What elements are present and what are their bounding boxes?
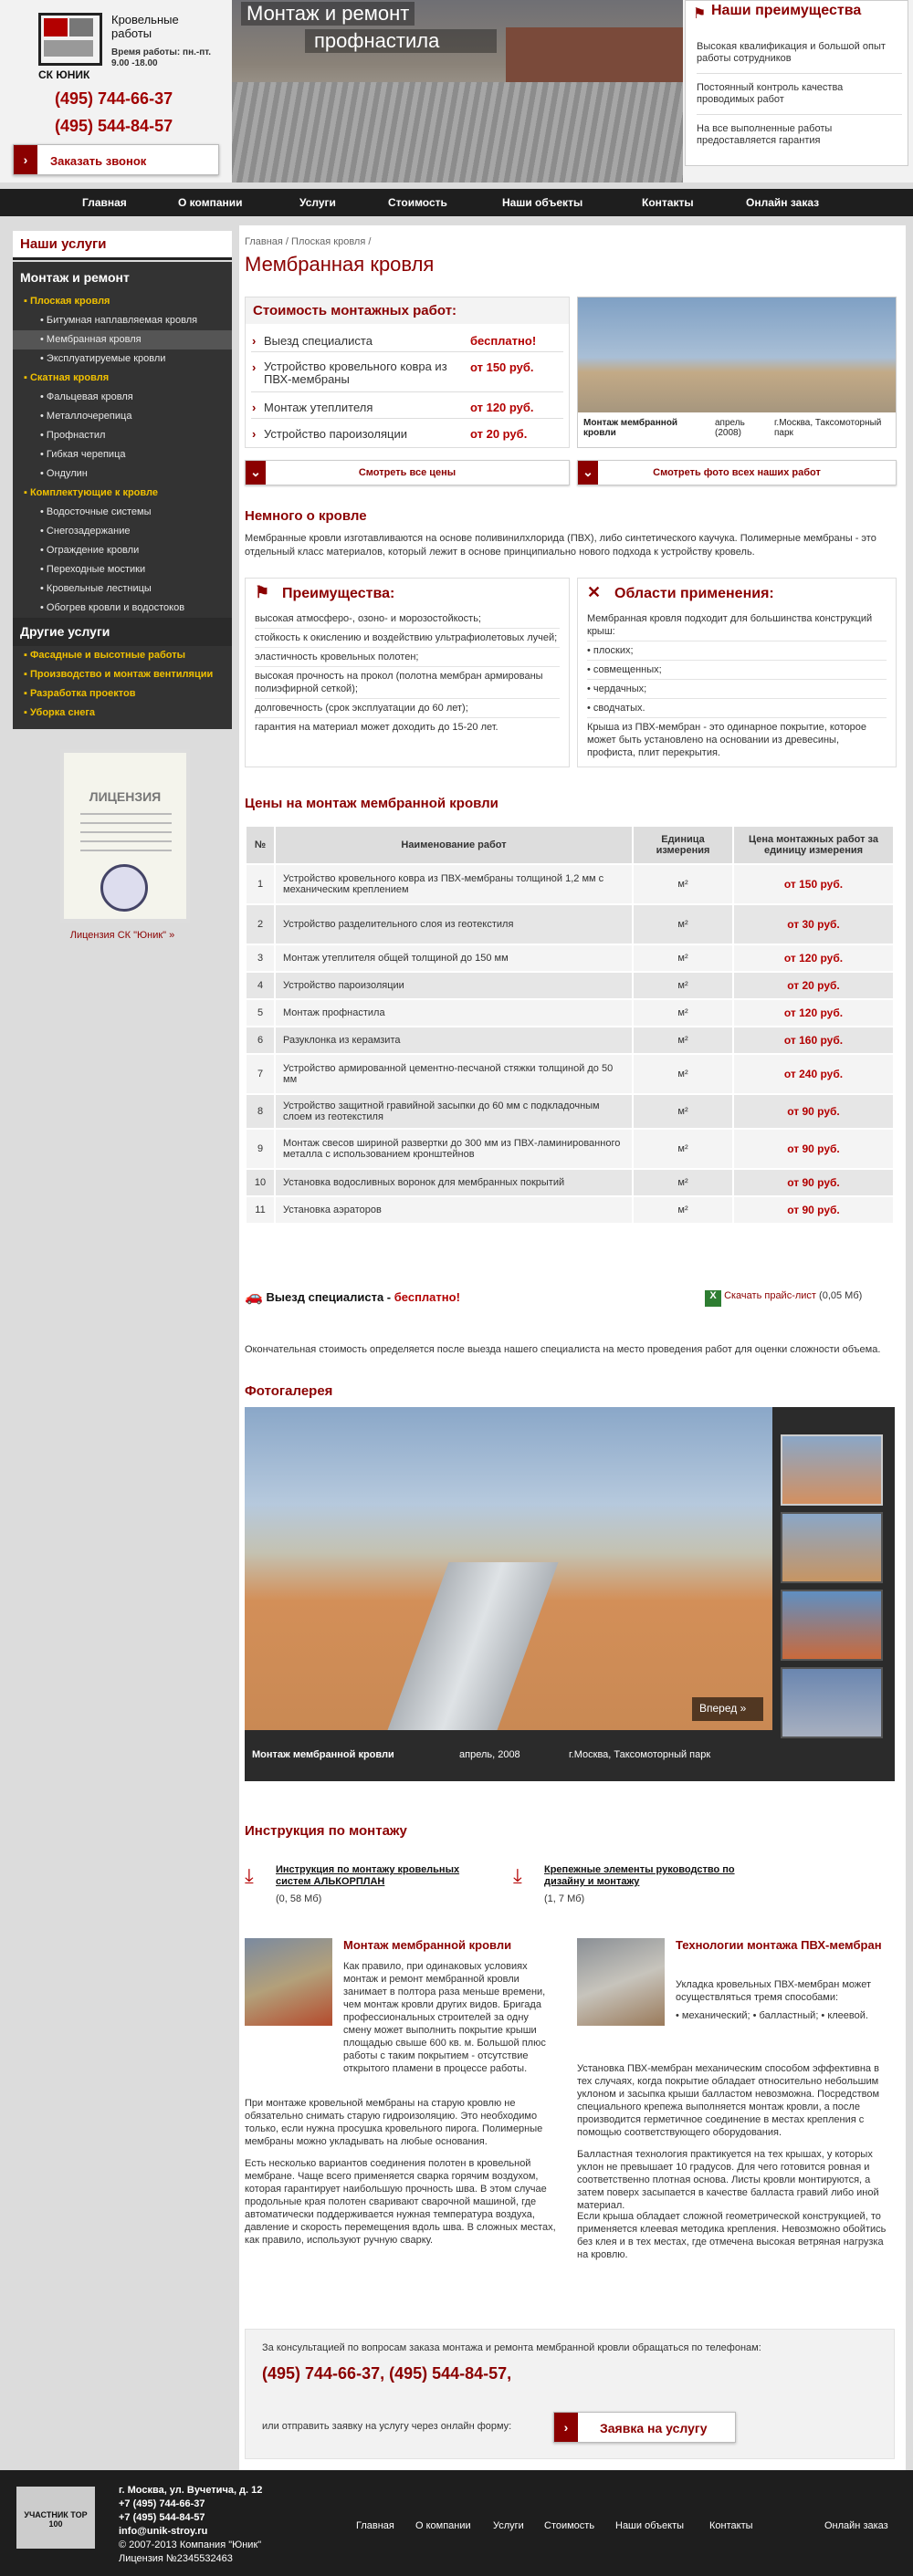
article-text: Если крыша обладает сложной геометрической конструкцией, то применяется клеевая методика крепления. Невозможно обойтись без клея и в тех местах, где отмечена высокая ветряная нагрузка на кровлю. [577,2211,887,2260]
hero-subtitle: профнастила [305,29,497,53]
table-cell: от 160 руб. [733,1027,894,1054]
table-cell: м² [633,1129,733,1169]
footer-link[interactable]: Онлайн заказ [824,2520,888,2531]
sidebar-title: Наши услуги [13,231,232,260]
footer-link[interactable]: Главная [356,2520,394,2531]
article-installation [245,1938,560,2303]
services-menu [13,262,232,729]
prices-title: Цены на монтаж мембранной кровли [245,796,498,811]
photo-place: г.Москва, Таксомоторный парк [774,418,882,438]
menu-item[interactable]: • Профнастил [40,430,106,441]
table-cell: 2 [246,904,275,944]
footer-link[interactable]: Услуги [493,2520,524,2531]
gallery-next-button[interactable]: Вперед » [692,1697,763,1721]
article-title: Технологии монтажа ПВХ-мембран [676,1938,882,1952]
table-cell: от 120 руб. [733,999,894,1027]
table-header: № [246,826,275,864]
table-cell: 6 [246,1027,275,1054]
table-cell: м² [633,1196,733,1224]
advantages-title: Наши преимущества [711,3,862,18]
menu-item[interactable]: • Битумная наплавляемая кровля [40,315,198,326]
menu-item[interactable]: • Обогрев кровли и водостоков [40,602,185,613]
nav-services[interactable]: Услуги [299,196,336,209]
footer-address: г. Москва, ул. Вучетича, д. 12 +7 (495) 744-66-37 +7 (495) 544-84-57 info@unik-stroy.ru © 2007-2013 Компания "Юник" Лицензия №2345532463 [119,2485,263,2564]
menu-item[interactable]: • Гибкая черепица [40,449,126,460]
nav-pricing[interactable]: Стоимость [388,196,447,209]
table-cell: от 90 руб. [733,1094,894,1129]
app-item: • чердачных; [587,680,887,699]
arrow-right-icon: › [554,2413,578,2442]
adv-item: долговечность (срок эксплуатации до 60 лет); [255,699,560,718]
advantage-item: На все выполненные работы предоставляется гарантия [697,123,833,146]
gallery-date: апрель, 2008 [459,1749,520,1760]
table-cell: 4 [246,972,275,999]
license-image[interactable]: ЛИЦЕНЗИЯ [60,749,190,923]
article-text: Балластная технология практикуется на тех крышах, у которых уклон не превышает 10 градусов. Для чего готовится ровная и соответственно плотная основа. Листы кровли монтируются, а затем поверх засыпается в качестве балласта гравий либо иной материал. [577,2149,879,2211]
pdf-icon: ⤓ [513,1864,522,1887]
gallery-thumb[interactable] [781,1512,883,1583]
flag-icon: ⚑ [693,6,707,22]
menu-item[interactable]: • Ограждение кровли [40,545,140,556]
tools-icon: ✕ [587,583,602,601]
advantage-item: Высокая квалификация и большой опыт работы сотрудников [697,41,902,74]
page-title: Мембранная кровля [245,253,435,276]
table-cell: м² [633,1054,733,1094]
article-text: Установка ПВХ-мембран механическим способом эффективна в тех случаях, когда покрытие обладает относительно небольшим уклоном и засыпка крыши балластом невозможна. Посредством специального крепежа выполняется монтаж кровли, а после производится герметичное соединение в местах крепления с помощью соответствующего оборудования. [577,2063,880,2138]
photo-gallery [245,1407,895,1781]
logo-name: СК ЮНИК [38,68,90,81]
table-cell: Монтаж утеплителя общей толщиной до 150 мм [275,944,633,972]
menu-item[interactable]: • Снегозадержание [40,526,131,537]
menu-other-item[interactable]: ▪ Разработка проектов [24,688,136,699]
gallery-main-photo[interactable] [245,1407,772,1730]
nav-home[interactable]: Главная [82,196,127,209]
menu-group-title: Монтаж и ремонт [20,270,130,285]
excel-icon: X [705,1290,721,1307]
table-cell: от 240 руб. [733,1054,894,1094]
menu-components[interactable]: ▪ Комплектующие к кровле [24,487,158,498]
phone-1: (495) 744-66-37 [55,89,173,108]
article-text: Укладка кровельных ПВХ-мембран может осуществляться тремя способами: [676,1979,872,2003]
menu-other-item[interactable]: ▪ Уборка снега [24,707,96,718]
cost-row: › Монтаж утеплителя от 120 руб. [251,398,563,419]
menu-item[interactable]: • Водосточные системы [40,506,152,517]
nav-contacts[interactable]: Контакты [642,196,694,209]
table-cell: 5 [246,999,275,1027]
table-cell: 7 [246,1054,275,1094]
adv-item: эластичность кровельных полотен; [255,648,560,667]
table-row [246,904,894,944]
article-text: При монтаже кровельной мембраны на старую кровлю не обязательно снимать старую гидроизоляцию. Это необходимо только, если нужна просушка кровельного пирога. Полимерные мембраны можно укладывать на любые основания. [245,2098,543,2147]
cta-form-text: или отправить заявку на услугу через онлайн форму: [262,2421,512,2432]
adv-item: высокая атмосферо-, озоно- и морозостойкость; [255,610,560,629]
footer-email[interactable]: info@unik-stroy.ru [119,2526,208,2537]
final-note: Окончательная стоимость определяется после выезда нашего специалиста на место проведения работ для оценки сложности объема. [245,1344,881,1355]
menu-item[interactable]: • Фальцевая кровля [40,391,133,402]
app-item: • совмещенных; [587,661,887,680]
adv-item: стойкость к окислению и воздействию ультрафиолетовых лучей; [255,629,560,648]
table-row [246,1027,894,1054]
view-photos-button[interactable]: ⌄ Смотреть фото всех наших работ [577,460,897,485]
table-cell: м² [633,972,733,999]
nav-objects[interactable]: Наши объекты [502,196,583,209]
gallery-thumb[interactable] [781,1434,883,1506]
table-cell: от 90 руб. [733,1196,894,1224]
footer-link[interactable]: О компании [415,2520,471,2531]
cost-panel [245,297,570,448]
app-item: • сводчатых. [587,699,887,718]
stamp-icon [100,864,148,912]
chevron-down-icon: ⌄ [578,461,598,485]
car-icon: 🚗 [245,1289,263,1305]
table-cell: от 90 руб. [733,1129,894,1169]
table-cell: 11 [246,1196,275,1224]
table-cell: от 150 руб. [733,864,894,904]
table-cell: Устройство армированной цементно-песчаной стяжки толщиной до 50 мм [275,1054,633,1094]
about-title: Немного о кровле [245,508,367,524]
hero-banner [232,0,683,183]
table-row [246,1169,894,1196]
top100-badge[interactable]: УЧАСТНИК TOP 100 [16,2487,95,2549]
table-cell: м² [633,864,733,904]
article-image [577,1938,665,2026]
doc-download[interactable]: ⤓ Инструкция по монтажу кровельных систем АЛЬКОРПЛАН (0, 58 Мб) [245,1864,460,1904]
menu-item[interactable]: • Ондулин [40,468,88,479]
table-header: Цена монтажных работ за единицу измерения [733,826,894,864]
article-image [245,1938,332,2026]
service-request-button[interactable]: › Заявка на услугу [553,2412,736,2443]
nav-about[interactable]: О компании [178,196,243,209]
menu-item[interactable]: • Эксплуатируемые кровли [40,353,166,364]
menu-other-item[interactable]: ▪ Фасадные и высотные работы [24,650,186,661]
gallery-thumb[interactable] [781,1590,883,1661]
table-row [246,999,894,1027]
about-text: Мембранные кровли изготавливаются на основе поливинилхлорида (ПВХ), либо синтетического каучука. Полимерные мембраны - это отдельный класс материалов, который лежит в основе принципиально нового подхода к устройству кровель. [245,533,876,558]
app-item: • плоских; [587,641,887,661]
table-cell: от 90 руб. [733,1169,894,1196]
table-row [246,1196,894,1224]
table-cell: от 20 руб. [733,972,894,999]
article-title: Монтаж мембранной кровли [343,1938,512,1952]
gallery-thumb[interactable] [781,1667,883,1738]
table-cell: м² [633,1094,733,1129]
cta-text: За консультацией по вопросам заказа монтажа и ремонта мембранной кровли обращаться по телефонам: [262,2342,761,2353]
table-cell: Монтаж свесов шириной развертки до 300 мм из ПВХ-ламинированного металла с использованием кронштейнов [275,1129,633,1169]
menu-item[interactable]: • Металлочерепица [40,411,132,422]
photo-date: апрель (2008) [715,418,745,438]
menu-item[interactable]: • Кровельные лестницы [40,583,152,594]
table-cell: м² [633,904,733,944]
footer-link[interactable]: Стоимость [544,2520,595,2531]
advantages-panel [685,0,908,166]
adv-item: высокая прочность на прокол (полотна мембран армированы полиэфирной сеткой); [255,667,560,699]
table-row [246,1054,894,1094]
article-list: • механический; • балластный; • клеевой. [676,2010,868,2021]
sidebar [13,231,232,941]
table-cell: Устройство пароизоляции [275,972,633,999]
cost-row: › Устройство кровельного ковра из ПВХ-мембраны от 150 руб. [251,358,563,392]
table-cell: Установка аэраторов [275,1196,633,1224]
menu-other-item[interactable]: ▪ Производство и монтаж вентиляции [24,669,214,680]
cost-row: › Выезд специалиста бесплатно! [251,331,563,352]
advantage-item: Постоянный контроль качества проводимых работ [697,82,902,115]
article-technology [577,1938,892,2303]
adv-item: гарантия на материал может доходить до 15-20 лет. [255,722,498,733]
table-cell: м² [633,1169,733,1196]
advantages-box: ⚑ Преимущества: высокая атмосферо-, озоно- и морозостойкость; стойкость к окислению и воздействию ультрафиолетовых лучей; эластичность кровельных полотен; высокая прочность на прокол (полотна мембран армированы полиэфирной сеткой); долговечность (срок эксплуатации до 60 лет); гарантия на материал может доходить до 15-20 лет. [245,578,570,767]
table-cell: 10 [246,1169,275,1196]
pricelist-download[interactable]: X Скачать прайс-лист (0,05 Мб) [705,1290,862,1307]
view-prices-button[interactable]: ⌄ Смотреть все цены [245,460,570,485]
pdf-icon: ⤓ [245,1864,254,1887]
visit-note: 🚗 Выезд специалиста - бесплатно! [245,1289,460,1305]
order-call-button[interactable]: › Заказать звонок [13,144,219,175]
prices-table [245,825,895,1225]
app-outro: Крыша из ПВХ-мембран - это одинарное покрытие, которое может быть установлено на основании из древесины, профиста, плит перекрытия. [587,722,867,758]
chevron-down-icon: ⌄ [246,461,266,485]
footer-link[interactable]: Наши объекты [615,2520,685,2531]
main-nav [0,189,913,216]
breadcrumb[interactable]: Главная / Плоская кровля / [245,236,372,247]
pricelist-link[interactable]: Скачать прайс-лист [724,1290,816,1301]
nav-online-order[interactable]: Онлайн заказ [746,196,820,209]
menu-flat-roof[interactable]: ▪ Плоская кровля [24,296,110,307]
table-cell: от 120 руб. [733,944,894,972]
table-cell: 8 [246,1094,275,1129]
table-header: Наименование работ [275,826,633,864]
license-link[interactable]: Лицензия СК "Юник" » [69,930,175,941]
main-content [239,225,906,2470]
consultation-block [245,2329,895,2459]
table-row [246,1094,894,1129]
menu-item-active[interactable]: • Мембранная кровля [13,330,232,349]
footer-link[interactable]: Контакты [709,2520,753,2531]
header [0,0,913,183]
instructions-title: Инструкция по монтажу [245,1823,407,1839]
work-hours: Время работы: пн.-пт. 9.00 -18.00 [111,47,212,68]
app-intro: Мембранная кровля подходит для большинства конструкций крыш: [587,610,887,641]
photo-caption: Монтаж мембранной кровли [583,418,678,438]
application-box: ✕ Области применения: Мембранная кровля подходит для большинства конструкций крыш: • плоских; • совмещенных; • чердачных; • сводчатых. Крыша из ПВХ-мембран - это одинарное покрытие, которое может быть установлено на основании из древесины, профиста, плит перекрытия. [577,578,897,767]
cost-row: › Устройство пароизоляции от 20 руб. [252,427,528,441]
table-cell: Устройство защитной гравийной засыпки до 60 мм с подкладочным слоем из геотекстиля [275,1094,633,1129]
arrow-right-icon: › [14,145,37,174]
cta-phones: (495) 744-66-37, (495) 544-84-57, [262,2364,512,2383]
table-cell: 3 [246,944,275,972]
footer [0,2470,913,2576]
table-cell: Устройство разделительного слоя из геотекстиля [275,904,633,944]
table-row [246,1129,894,1169]
flag-icon: ⚑ [255,583,270,601]
menu-item[interactable]: • Переходные мостики [40,564,146,575]
table-cell: 9 [246,1129,275,1169]
table-row [246,972,894,999]
table-cell: Установка водосливных воронок для мембранных покрытий [275,1169,633,1196]
brand-text: Кровельные работы [111,13,179,40]
phone-2: (495) 544-84-57 [55,117,173,135]
gallery-caption: Монтаж мембранной кровли [252,1749,394,1760]
table-row [246,944,894,972]
other-services-title: Другие услуги [13,618,232,646]
menu-pitched-roof[interactable]: ▪ Скатная кровля [24,372,110,383]
object-photo[interactable] [577,297,897,448]
table-cell: Устройство кровельного ковра из ПВХ-мембраны толщиной 1,2 мм с механическим креплением [275,864,633,904]
cost-title: Стоимость монтажных работ: [246,297,569,324]
table-cell: м² [633,999,733,1027]
table-header: Единица измерения [633,826,733,864]
table-row [246,864,894,904]
table-cell: 1 [246,864,275,904]
hero-title: Монтаж и ремонт [241,2,415,26]
table-cell: м² [633,944,733,972]
doc-download[interactable]: ⤓ Крепежные элементы руководство по дизайну и монтажу (1, 7 Мб) [513,1864,735,1904]
table-cell: от 30 руб. [733,904,894,944]
article-text: Как правило, при одинаковых условиях монтаж и ремонт мембранной кровли занимает в полтора раза меньше времени, чем монтаж кровли других видов. Бригада профессиональных строителей за одну смену может выполнить покрытие крыши площадью свыше 600 кв. м. Большой плюс работы с таким покрытием - отсутствие открытого пламени в процессе работы. [343,1961,546,2074]
gallery-title: Фотогалерея [245,1383,333,1399]
article-text: Есть несколько вариантов соединения полотен в кровельной мембране. Чаще всего применяется сварка горячим воздухом, которая гарантирует наибольшую прочность шва. В этом случае продольные края полотен сваривают сварочной машиной, где автоматически поддерживается нужная температура воздуха, давление и скорость перемещения вдоль шва. В сложных местах, как правило, используют ручную сварку. [245,2158,556,2246]
gallery-place: г.Москва, Таксомоторный парк [569,1749,711,1760]
table-cell: м² [633,1027,733,1054]
table-cell: Монтаж профнастила [275,999,633,1027]
table-cell: Разуклонка из керамзита [275,1027,633,1054]
